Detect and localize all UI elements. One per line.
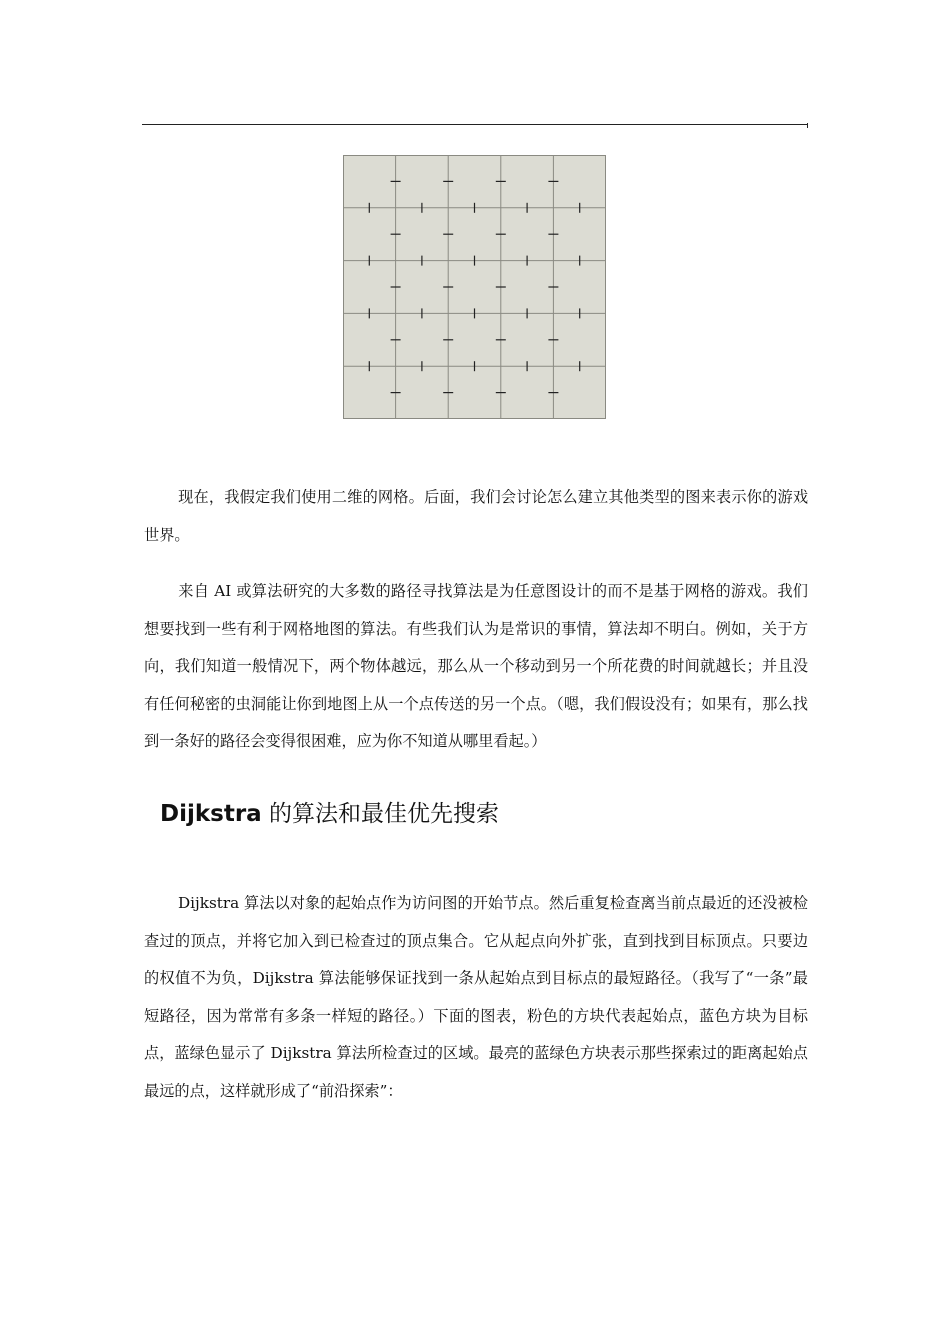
section-heading-dijkstra [160, 795, 499, 828]
grid-background [344, 156, 606, 419]
paragraph-grid-intro-text: 现在，我假定我们使用二维的网格。后面，我们会讨论怎么建立其他类型的图来表示你的游戏世界。 [144, 488, 808, 544]
grid-graph-figure [343, 155, 606, 419]
header-rule-end-mark [807, 123, 808, 128]
paragraph-pathfinding-algorithms [144, 573, 808, 761]
section-heading-latin: Dijkstra [160, 801, 262, 827]
paragraph-pathfinding-algorithms-text: 来自 AI 或算法研究的大多数的路径寻找算法是为任意图设计的而不是基于网格的游戏。我们想要找到一些有利于网格地图的算法。有些我们认为是常识的事情，算法却不明白。例如，关于方向，我们知道一般情况下，两个物体越远，那么从一个移动到另一个所花费的时间就越长；并且没有任何秘密的虫洞能让你到地图上从一个点传送的另一个点。（嗯，我们假设没有；如果有，那么找到一条好的路径会变得很困难，应为你不知道从哪里看起。） [144, 582, 808, 751]
paragraph-grid-intro [144, 479, 808, 554]
paragraph-dijkstra-description-text: Dijkstra 算法以对象的起始点作为访问图的开始节点。然后重复检查离当前点最近的还没被检查过的顶点，并将它加入到已检查过的顶点集合。它从起点向外扩张，直到找到目标顶点。只要边的权值不为负，Dijkstra 算法能够保证找到一条从起始点到目标点的最短路径。（我写了“一条”最短路径，因为常常有多条一样短的路径。）下面的图表，粉色的方块代表起始点，蓝色方块为目标点，蓝绿色显示了 Dijkstra 算法所检查过的区域。最亮的蓝绿色方块表示那些探索过的距离起始点最远的点，这样就形成了“前沿探索”： [144, 894, 808, 1100]
header-rule [142, 124, 808, 125]
paragraph-dijkstra-description [144, 885, 808, 1111]
grid-graph-svg [343, 155, 606, 419]
section-heading-rest: 的算法和最佳优先搜索 [261, 801, 500, 827]
